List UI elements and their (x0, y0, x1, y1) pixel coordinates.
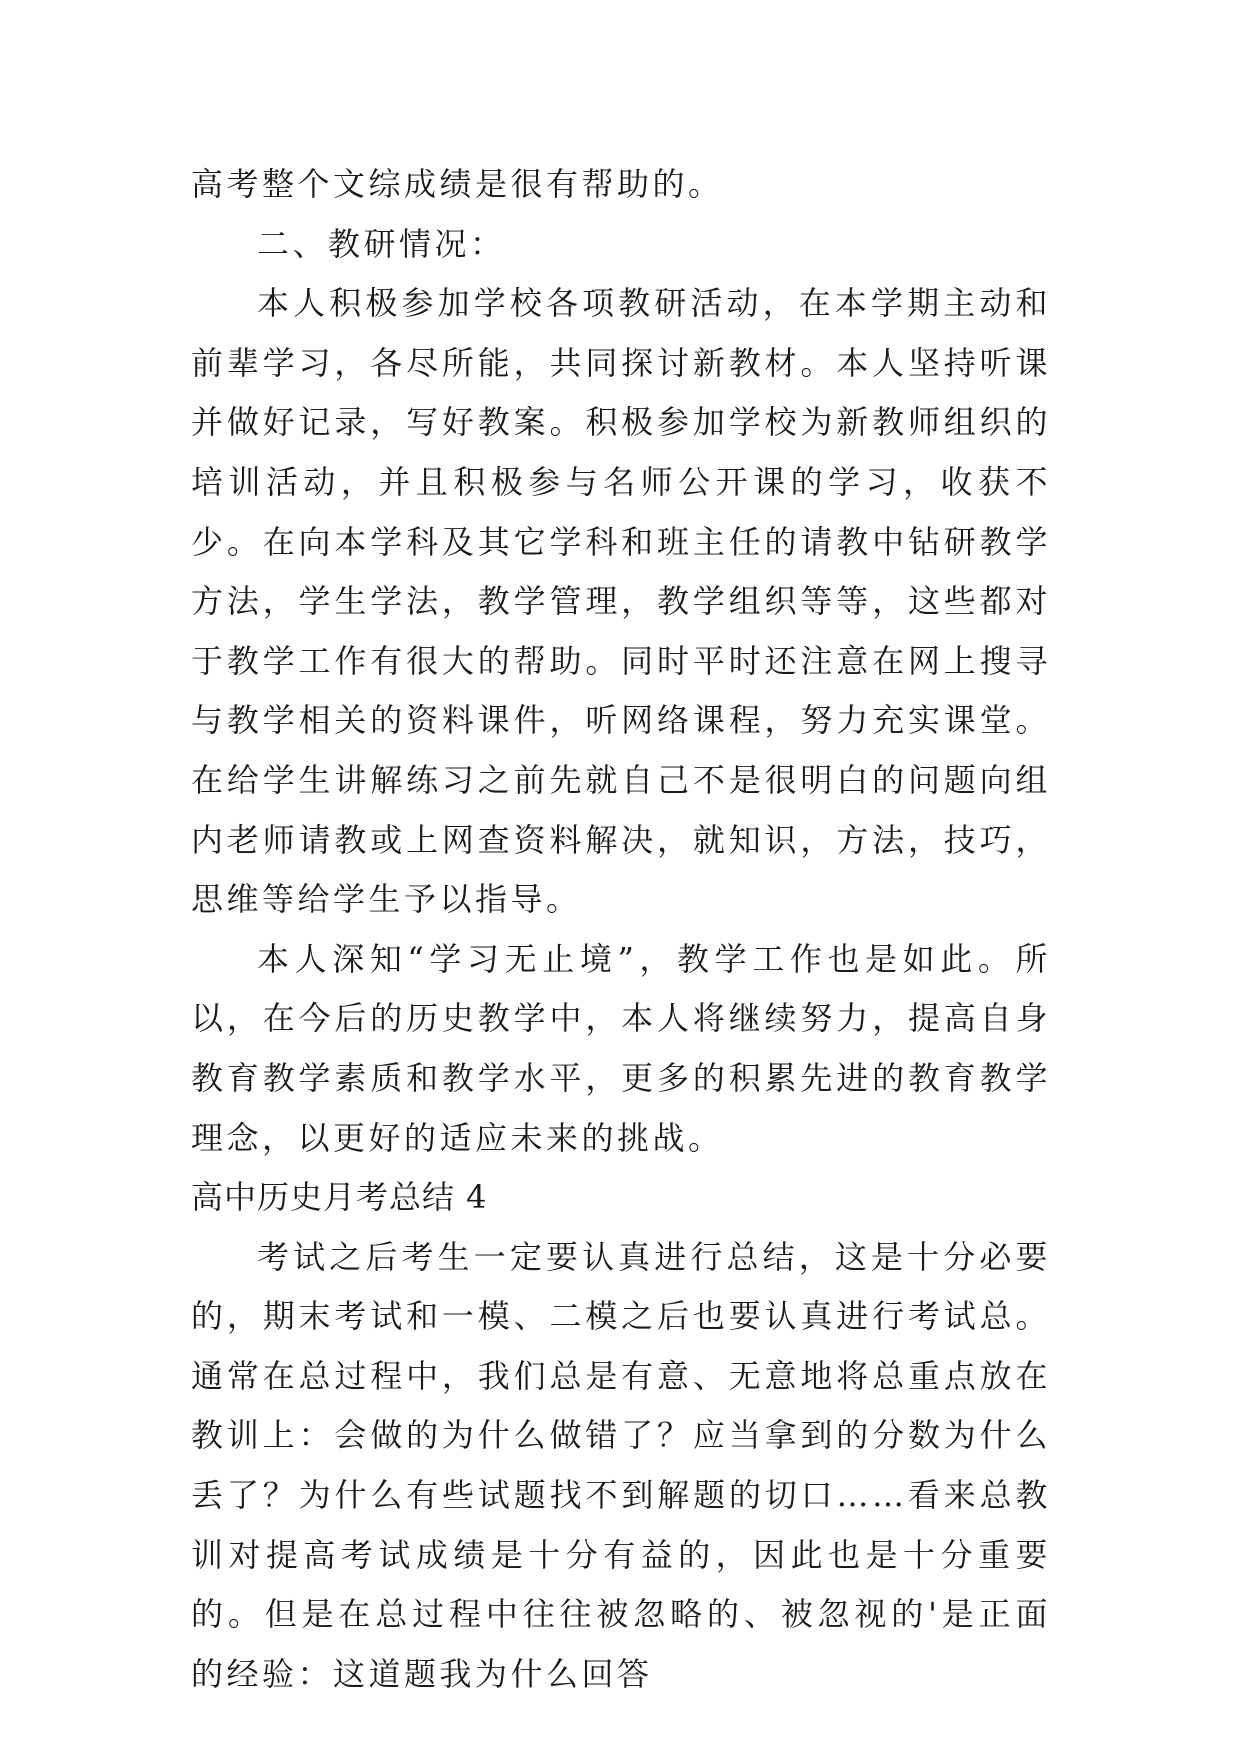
article-title: 高中历史月考总结 4 (191, 1178, 488, 1217)
document-body (191, 155, 1051, 1704)
section-heading-research: 二、教研情况： (257, 224, 506, 263)
paragraph-closing: 本人深知“学习无止境”，教学工作也是如此。所以，在今后的历史教学中，本人将继续努力，提高自身教育教学素质和教学水平，更多的积累先进的教育教学理念，以更好的适应未来的挑战。 (191, 939, 1051, 1157)
paragraph-continuation: 高考整个文综成绩是很有帮助的。 (191, 165, 724, 203)
paragraph-research-activities: 本人积极参加学校各项教研活动，在本学期主动和前辈学习，各尽所能，共同探讨新教材。本人坚持听课并做好记录，写好教案。积极参加学校为新教师组织的培训活动，并且积极参与名师公开课的学习，收获不少。在向本学科及其它学科和班主任的请教中钻研教学方法，学生学法，教学管理，教学组织等等，这些都对于教学工作有很大的帮助。同时平时还注意在网上搜寻与教学相关的资料课件，听网络课程，努力充实课堂。在给学生讲解练习之前先就自己不是很明白的问题向组内老师请教或上网查资料解决，就知识，方法，技巧，思维等给学生予以指导。 (191, 284, 1051, 919)
paragraph-exam-summary: 考试之后考生一定要认真进行总结，这是十分必要的，期末考试和一模、二模之后也要认真进行考试总。通常在总过程中，我们总是有意、无意地将总重点放在教训上：会做的为什么做错了？应当拿到的分数为什么丢了？为什么有些试题找不到解题的切口……看来总教训对提高考试成绩是十分有益的，因此也是十分重要的。但是在总过程中往往被忽略的、被忽视的'是正面的经验：这道题我为什么回答 (191, 1237, 1051, 1693)
